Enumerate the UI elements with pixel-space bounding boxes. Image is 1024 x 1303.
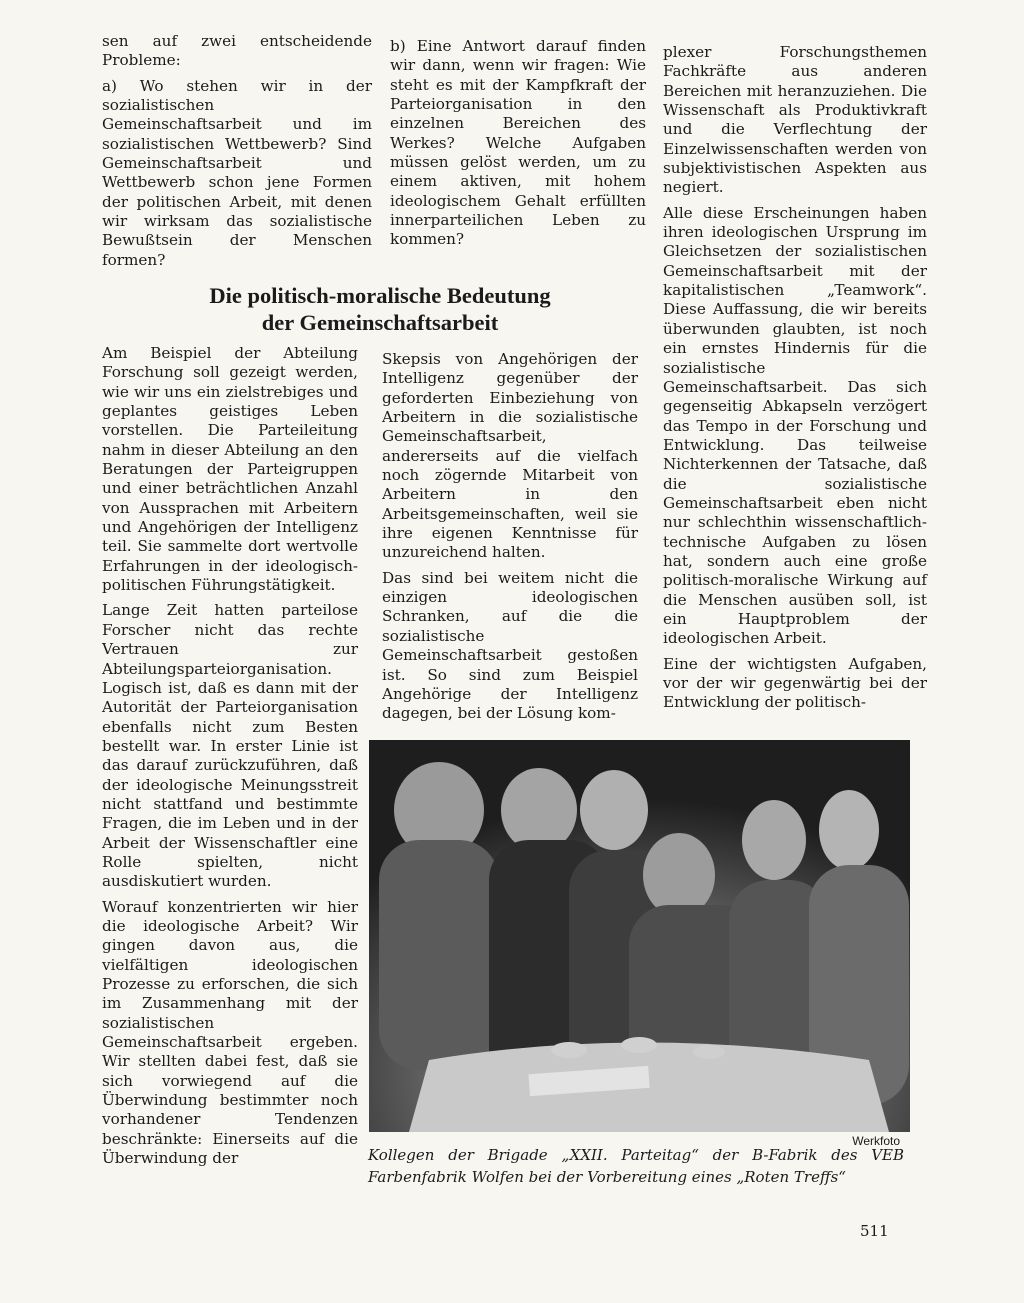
column-2-body: [382, 350, 638, 730]
photo-illustration: [369, 740, 910, 1132]
paragraph-col1-3: Worauf konzentrierten wir hier die ideologische Arbeit? Wir gingen davon aus, die vielfältigen ideologischen Prozesse zu erforschen, die sich im Zusammenhang mit der sozialistischen Gemeinschaftsarbeit ergeben. Wir stellten dabei fest, daß sie sich vorwiegend auf die Überwindung bestimmter noch vorhandener Tendenzen beschränkte: Einerseits auf die Überwindung der: [102, 897, 358, 1168]
column-2-top: [390, 37, 646, 256]
column-1-body: [102, 344, 358, 1174]
page-number: 511: [860, 1222, 889, 1240]
paragraph-question-b: b) Eine Antwort darauf finden wir dann, wenn wir fragen: Wie steht es mit der Kampfkraft der Parteiorganisation in den einzelnen Bereichen des Werkes? Welche Aufgaben müssen gelöst werden, um zu einem aktiven, mit hohem ideologischem Gehalt erfüllten innerparteilichen Leben zu kommen?: [390, 37, 646, 249]
paragraph-col1-2: Lange Zeit hatten parteilose Forscher nicht das rechte Vertrauen zur Abteilungsparteiorganisation. Logisch ist, daß es dann mit der Autorität der Parteiorganisation ebenfalls nicht zum Besten bestellt war. In erster Linie ist das darauf zurückzuführen, daß der ideologische Meinungsstreit nicht stattfand und bestimmte Fragen, die im Leben und in der Arbeit der Wissenschaftler eine Rolle spielten, nicht ausdiskutiert wurden.: [102, 601, 358, 891]
section-headline: [150, 282, 610, 336]
brigade-photo: [369, 740, 910, 1132]
paragraph-col3-2: Alle diese Erscheinungen haben ihren ideologischen Ursprung im Gleichsetzen der sozialistischen Gemeinschaftsarbeit mit der kapitalistischen „Teamwork“. Diese Auffassung, die wir bereits überwunden glaubten, ist noch ein ernstes Hindernis für die sozialistische Gemeinschaftsarbeit. Das sich gegenseitig Abkapseln verzögert das Tempo in der Forschung und Entwicklung. Das teilweise Nichterkennen der Tatsache, daß die sozialistische Gemeinschaftsarbeit eben nicht nur schlechthin wissenschaftlich-technische Aufgaben zu lösen hat, sondern auch eine große politisch-moralische Wirkung auf die Menschen ausüben soll, ist ein Hauptproblem der ideologischen Arbeit.: [663, 203, 927, 648]
headline-line-2: der Gemeinschaftsarbeit: [261, 310, 499, 335]
headline-line-1: Die politisch-moralische Bedeutung: [209, 283, 551, 308]
paragraph-col1-1: Am Beispiel der Abteilung Forschung soll gezeigt werden, wie wir uns ein zielstrebiges und geplantes geistiges Leben vorstellen. Die Parteileitung nahm in dieser Abteilung an den Beratungen der Parteigruppen und einer beträchtlichen Anzahl von Aussprachen mit Arbeitern und Angehörigen der Intelligenz teil. Sie sammelte dort wertvolle Erfahrungen in der ideologisch-politischen Führungstätigkeit.: [102, 344, 358, 595]
photo-caption: Kollegen der Brigade „XXII. Parteitag“ der B-Fabrik des VEB Farbenfabrik Wolfen bei der Vorbereitung eines „Roten Treffs“: [368, 1146, 904, 1186]
photo-credit: Werkfoto: [852, 1134, 900, 1148]
paragraph-intro: sen auf zwei entscheidende Probleme:: [102, 32, 372, 70]
paragraph-col3-1: plexer Forschungsthemen Fachkräfte aus anderen Bereichen mit heranzuziehen. Die Wissenschaft als Produktivkraft und die Verflechtung der Einzelwissenschaften werden von subjektivistischen Aspekten aus negiert.: [663, 43, 927, 197]
column-1-top: [102, 32, 372, 276]
paragraph-question-a: a) Wo stehen wir in der sozialistischen Gemeinschaftsarbeit und im sozialistischen Wettbewerb? Sind Gemeinschaftsarbeit und Wettbewerb schon jene Formen der politischen Arbeit, mit denen wir wirksam das sozialistische Bewußtsein der Menschen formen?: [102, 76, 372, 269]
paragraph-col3-3: Eine der wichtigsten Aufgaben, vor der wir gegenwärtig bei der Entwicklung der politisch-: [663, 654, 927, 712]
paragraph-col2-2: Das sind bei weitem nicht die einzigen ideologischen Schranken, auf die die sozialistische Gemeinschaftsarbeit gestoßen ist. So sind zum Beispiel Angehörige der Intelligenz dagegen, bei der Lösung kom-: [382, 568, 638, 723]
paragraph-col2-1: Skepsis von Angehörigen der Intelligenz gegenüber der geforderten Einbeziehung von Arbeitern in die sozialistische Gemeinschaftsarbeit, andererseits auf die vielfach noch zögernde Mitarbeit von Arbeitern in den Arbeitsgemeinschaften, weil sie ihre eigenen Kenntnisse für unzureichend halten.: [382, 350, 638, 562]
column-3: [663, 43, 927, 719]
